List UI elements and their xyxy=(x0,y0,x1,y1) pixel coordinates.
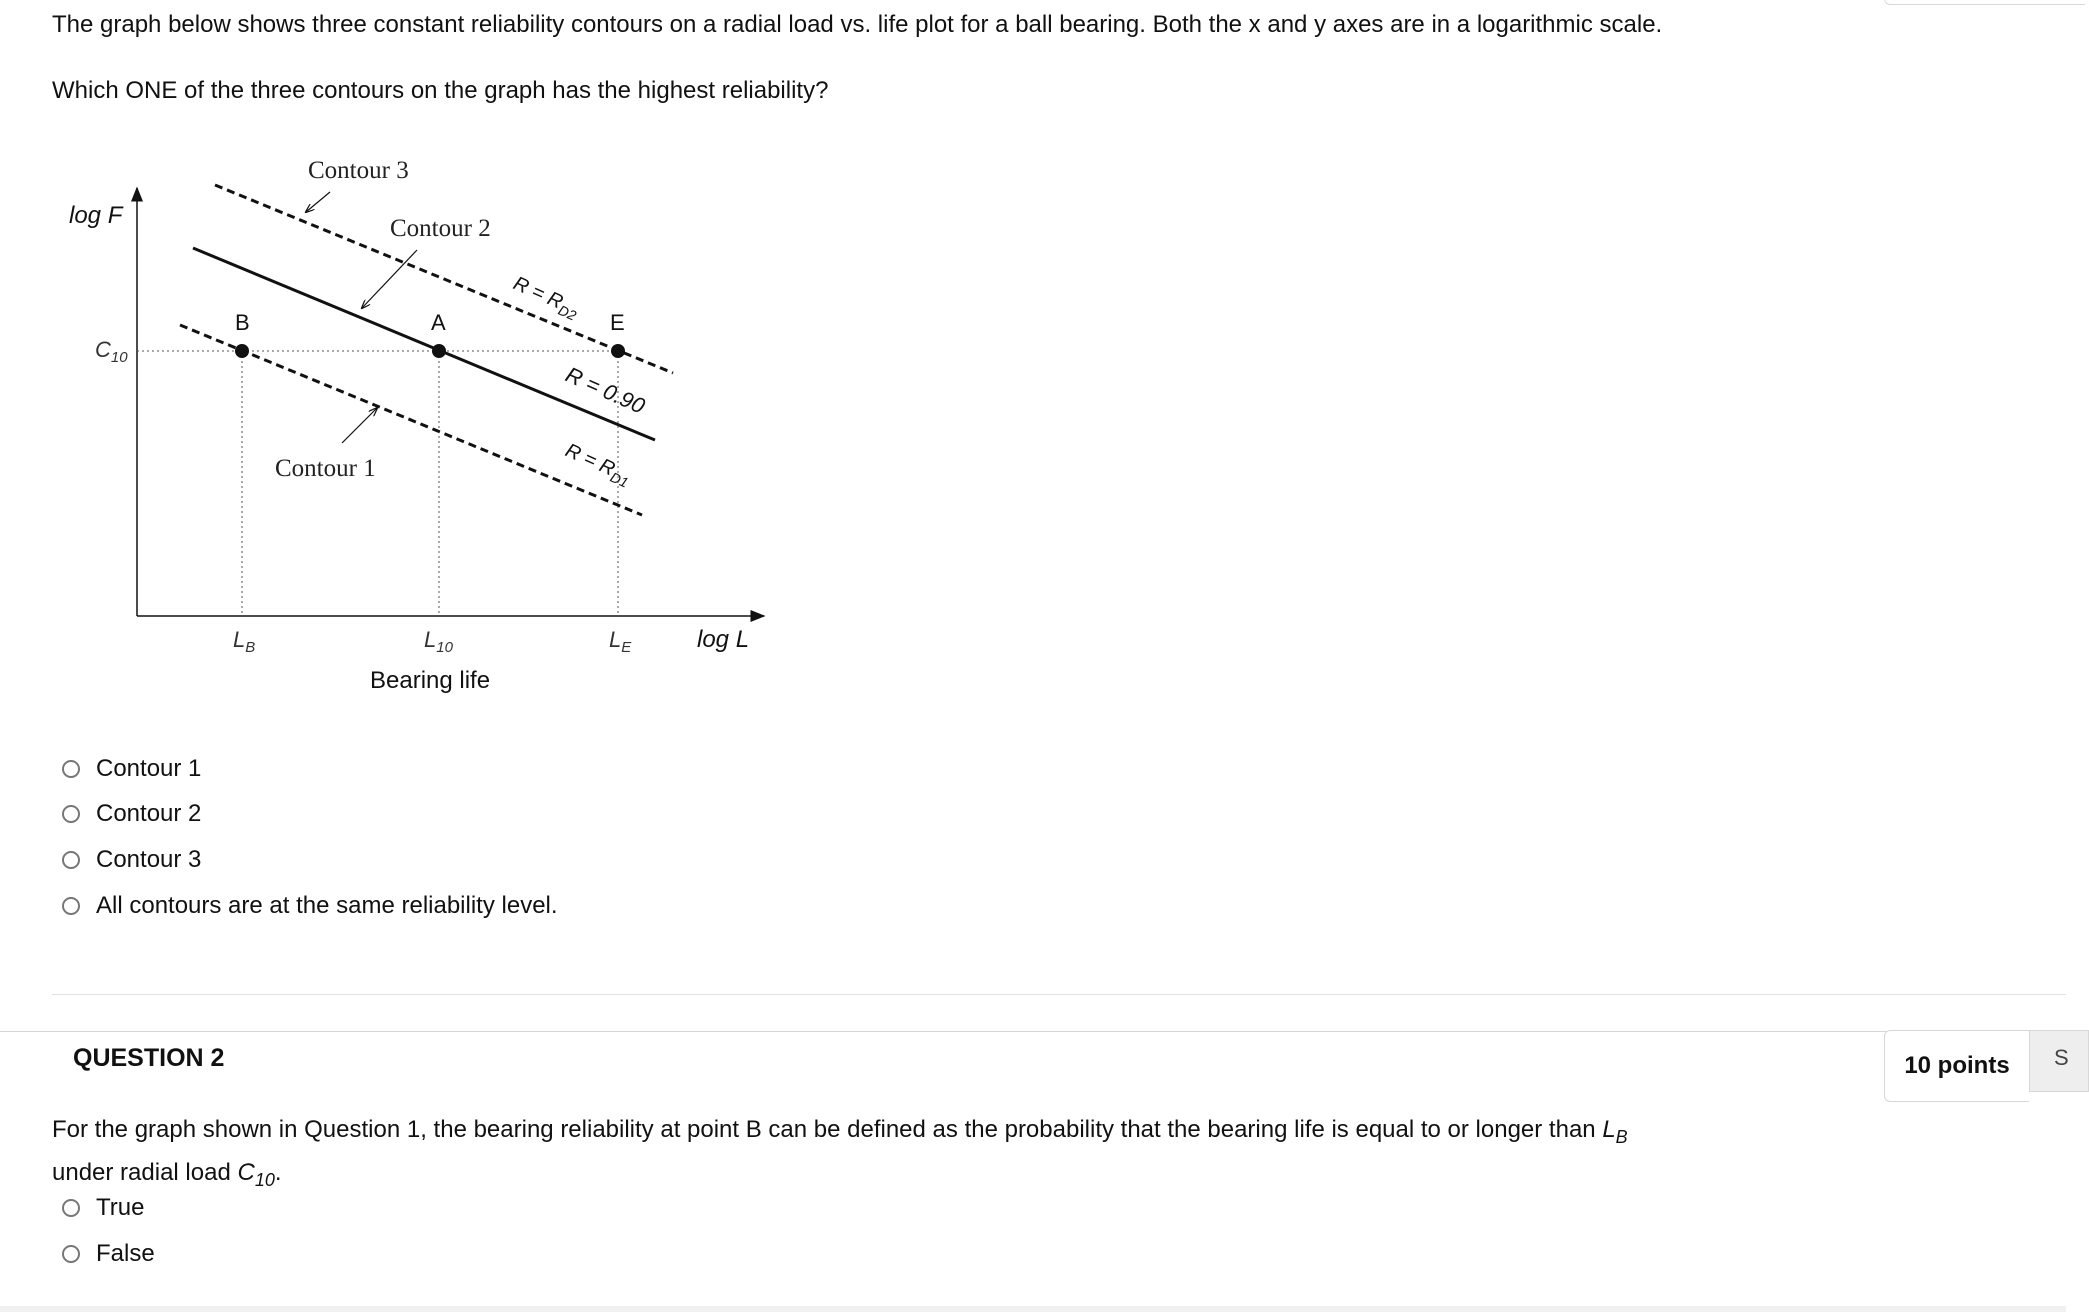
reliability-graph xyxy=(52,140,772,700)
contour-line-3 xyxy=(215,185,673,373)
save-answer-button[interactable]: S xyxy=(2029,1030,2089,1092)
l10-label: $L_{10}$ xyxy=(424,627,453,656)
r-d2-label: $R = R_{D2}$ xyxy=(509,272,579,324)
q1-radio-all-same[interactable] xyxy=(62,897,80,915)
q1-option-contour-1[interactable] xyxy=(62,754,201,784)
question2-text: For the graph shown in Question 1, the bearing reliability at point B can be defined as the probability that the bearing life is equal to or longer than $L_B$ under radial load $C_{10}$. xyxy=(52,1116,1628,1190)
q1-radio-contour-3[interactable] xyxy=(62,851,80,869)
r-d1-label: $R = R_{D1}$ xyxy=(561,439,631,491)
contour-line-1 xyxy=(180,325,642,515)
c10-label: $C_{10}$ xyxy=(95,337,128,366)
q1-option-label: All contours are at the same reliability level. xyxy=(96,892,558,919)
q2-option-label: True xyxy=(96,1194,145,1221)
x-axis-label: log L xyxy=(697,626,750,653)
q1-option-label: Contour 3 xyxy=(96,846,202,873)
q2-option-false[interactable] xyxy=(62,1239,155,1269)
question1-prompt: Which ONE of the three contours on the graph has the highest reliability? xyxy=(52,77,829,104)
contour3-label: Contour 3 xyxy=(308,157,409,184)
q2-radio-true[interactable] xyxy=(62,1199,80,1217)
q1-option-label: Contour 1 xyxy=(96,755,202,782)
lb-label: $L_B$ xyxy=(233,627,256,656)
q1-option-contour-3[interactable] xyxy=(62,845,201,875)
point-b-label: B xyxy=(235,310,250,335)
question-divider xyxy=(52,994,2066,995)
contour2-arrow xyxy=(362,250,417,308)
q1-radio-contour-2[interactable] xyxy=(62,805,80,823)
question2-heading: QUESTION 2 xyxy=(73,1044,225,1072)
contour1-label: Contour 1 xyxy=(275,455,376,482)
r-090-label: R = 0.90 xyxy=(561,361,649,419)
q1-radio-contour-1[interactable] xyxy=(62,760,80,778)
q2-option-label: False xyxy=(96,1240,155,1267)
dotted-guides xyxy=(137,351,620,616)
point-a-marker xyxy=(432,344,446,358)
x-axis-title: Bearing life xyxy=(370,667,491,694)
contour3-arrow xyxy=(306,192,330,212)
bottom-border xyxy=(0,1306,2066,1312)
top-corner-box xyxy=(1884,0,2085,5)
contour1-arrow xyxy=(342,408,377,443)
contour2-label: Contour 2 xyxy=(390,215,491,242)
point-e-marker xyxy=(611,344,625,358)
question2-top-border xyxy=(0,1031,2066,1032)
point-a-label: A xyxy=(431,310,446,335)
question1-text: The graph below shows three constant reliability contours on a radial load vs. life plot for a ball bearing. Both the x and y axes are in a logarithmic scale. xyxy=(52,11,1663,38)
y-axis-label: log F xyxy=(69,202,123,229)
point-b-marker xyxy=(235,344,249,358)
q1-option-label: Contour 2 xyxy=(96,800,202,827)
q2-option-true[interactable] xyxy=(62,1193,144,1223)
q2-radio-false[interactable] xyxy=(62,1245,80,1263)
point-e-label: E xyxy=(610,310,625,335)
q1-option-all-same[interactable] xyxy=(62,891,558,921)
q1-option-contour-2[interactable] xyxy=(62,799,201,829)
contour-line-2 xyxy=(193,248,655,440)
points-badge: 10 points xyxy=(1884,1030,2029,1102)
le-label: $L_E$ xyxy=(609,627,632,656)
